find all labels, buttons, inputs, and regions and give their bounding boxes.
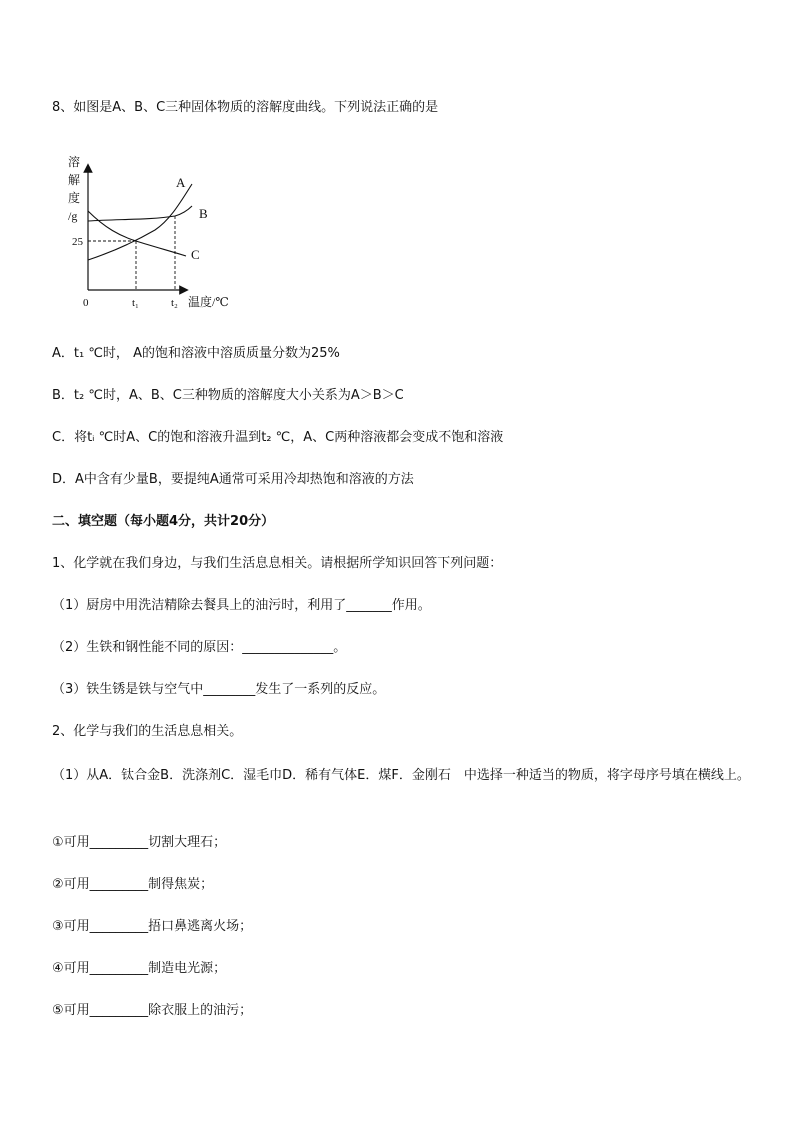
question-8-stem: 8、如图是A、B、C三种固体物质的溶解度曲线。下列说法正确的是 [52, 100, 439, 115]
q2-item-3: ③可用_________捂口鼻逃离火场； [52, 919, 253, 934]
curve-c [88, 211, 186, 256]
x-tick-label-t2: t₂ [171, 297, 178, 309]
y-label-char-3: 度 [68, 191, 81, 205]
q1-item-3: （3）铁生锈是铁与空气中________发生了一系列的反应。 [52, 682, 386, 697]
y-label-char-4: /g [68, 209, 78, 223]
x-tick-label-t1: t₁ [132, 297, 139, 309]
q2-item-5: ⑤可用_________除衣服上的油污； [52, 1003, 253, 1018]
curve-c-label: C [191, 247, 200, 262]
curve-a [88, 184, 192, 260]
q2-item-1: ①可用_________切割大理石； [52, 835, 227, 850]
option-a: A．t₁ ℃时， A的饱和溶液中溶质质量分数为25% [52, 346, 340, 361]
y-label-char-1: 溶 [68, 155, 81, 169]
q1-item-2: （2）生铁和钢性能不同的原因：______________。 [52, 640, 347, 655]
q2-item-4: ④可用_________制造电光源； [52, 961, 227, 976]
q2-item-2: ②可用_________制得焦炭； [52, 877, 214, 892]
curve-b-label: B [199, 206, 208, 221]
origin-label: 0 [83, 297, 89, 309]
section-2-title: 二、填空题（每小题4分，共计20分） [52, 514, 275, 529]
q2-sub-1: （1）从A．钛合金B．洗涤剂C．湿毛巾D．稀有气体E．煤F．金刚石 中选择一种适当的物质，将字母序号填在横线上。 [52, 768, 750, 783]
solubility-chart [60, 148, 250, 318]
option-d: D．A中含有少量B，要提纯A通常可采用冷却热饱和溶液的方法 [52, 472, 414, 487]
y-label-char-2: 解 [68, 173, 81, 187]
y-tick-label-25: 25 [72, 236, 83, 248]
q1-item-1: （1）厨房中用洗洁精除去餐具上的油污时，利用了_______作用。 [52, 598, 431, 613]
curve-a-label: A [176, 175, 186, 190]
q2-stem: 2、化学与我们的生活息息相关。 [52, 724, 243, 739]
x-axis-label: 温度/℃ [188, 295, 229, 309]
option-b: B．t₂ ℃时，A、B、C三种物质的溶解度大小关系为A＞B＞C [52, 388, 404, 403]
option-c: C．将tᵢ ℃时A、C的饱和溶液升温到t₂ ℃，A、C两种溶液都会变成不饱和溶液 [52, 430, 504, 445]
q1-stem: 1、化学就在我们身边，与我们生活息息相关。请根据所学知识回答下列问题： [52, 556, 503, 571]
